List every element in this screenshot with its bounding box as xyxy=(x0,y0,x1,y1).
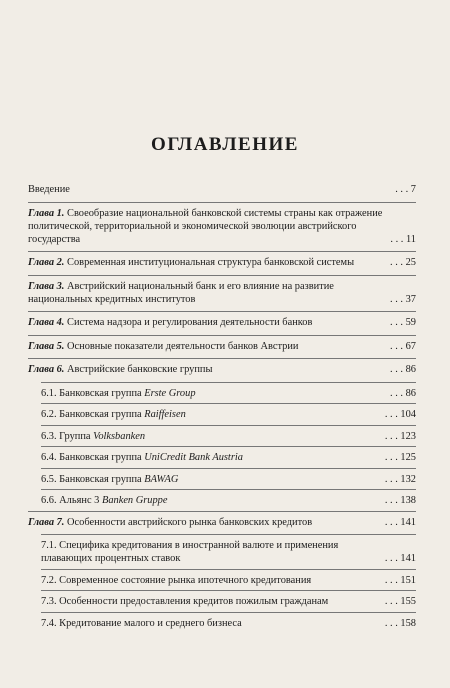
toc-entry-chapter-4 xyxy=(28,316,416,329)
bleed-through-text xyxy=(95,0,435,190)
entry-page: . . . 25 xyxy=(390,257,416,268)
table-of-contents xyxy=(28,183,416,633)
toc-entry-section-7-3 xyxy=(28,595,416,608)
entry-title: 7.1. Специфика кредитования в иностранной валюте и применения плавающих процентных ставок xyxy=(41,540,339,564)
chapter-number: Глава 2. xyxy=(28,257,65,268)
divider xyxy=(41,534,416,535)
entry-page: . . . 67 xyxy=(390,340,416,352)
chapter-number: Глава 3. xyxy=(28,280,65,292)
entry-page: . . . 104 xyxy=(384,409,416,420)
entry-page: . . . 59 xyxy=(390,317,416,328)
divider xyxy=(28,311,416,312)
toc-entry-chapter-5 xyxy=(28,340,416,353)
entry-title: 6.2. Банковская группа xyxy=(41,409,145,420)
entry-page: . . . 151 xyxy=(384,574,416,586)
toc-entry-section-7-2 xyxy=(28,574,416,587)
entry-title-italic: BAWAG xyxy=(144,473,179,485)
toc-entry-chapter-7 xyxy=(28,516,416,529)
toc-entry-section-6-1 xyxy=(28,387,416,400)
chapter-number: Глава 5. xyxy=(28,340,65,352)
entry-page: . . . 37 xyxy=(390,293,416,305)
entry-title: 6.6. Альянс 3 xyxy=(41,495,102,506)
entry-title: 6.1. Банковская группа xyxy=(41,387,145,399)
toc-entry-section-7-1 xyxy=(28,539,416,565)
entry-page: . . . 86 xyxy=(390,387,416,399)
entry-title: Своеобразие национальной банковской системы страны как отражение политической, территориальной и экономической эволюции австрийского государства xyxy=(28,207,383,245)
divider xyxy=(41,403,416,404)
entry-title: 6.3. Группа xyxy=(41,430,94,442)
chapter-number: Глава 1. xyxy=(28,207,65,219)
toc-entry-chapter-1 xyxy=(28,207,416,246)
entry-page: . . . 141 xyxy=(384,553,416,564)
entry-title: Австрийский национальный банк и его влияние на развитие национальных кредитных институтов xyxy=(28,280,334,305)
chapter-number: Глава 4. xyxy=(28,317,65,328)
entry-title-italic: Banken Gruppe xyxy=(101,495,168,506)
entry-page: . . . 7 xyxy=(395,184,416,195)
entry-page: . . . 123 xyxy=(384,430,416,442)
entry-title: 7.4. Кредитование малого и среднего бизнеса xyxy=(41,617,242,629)
divider xyxy=(28,511,416,512)
toc-entry-section-7-4 xyxy=(28,617,416,630)
entry-title-italic: Volksbanken xyxy=(93,430,146,442)
divider xyxy=(28,275,416,276)
entry-page: . . . 125 xyxy=(384,452,416,463)
entry-page: . . . 86 xyxy=(390,364,416,375)
entry-title: Система надзора и регулирования деятельности банков xyxy=(67,317,313,328)
toc-entry-section-6-4 xyxy=(28,451,416,464)
entry-title: 7.2. Современное состояние рынка ипотечного кредитования xyxy=(41,574,312,586)
entry-page: . . . 141 xyxy=(384,516,416,528)
entry-title: 7.3. Особенности предоставления кредитов пожилым гражданам xyxy=(41,596,329,607)
toc-entry-section-6-5 xyxy=(28,473,416,486)
divider xyxy=(28,251,416,252)
toc-entry-section-6-2 xyxy=(28,408,416,421)
divider xyxy=(41,590,416,591)
divider xyxy=(41,468,416,469)
entry-page: . . . 155 xyxy=(384,596,416,607)
entry-page: . . . 138 xyxy=(384,495,416,506)
toc-entry-section-6-3 xyxy=(28,430,416,443)
entry-title: Особенности австрийского рынка банковских кредитов xyxy=(67,516,313,528)
divider xyxy=(41,489,416,490)
toc-entry-intro xyxy=(28,183,416,196)
page-title: ОГЛАВЛЕНИЕ xyxy=(151,134,299,155)
divider xyxy=(41,425,416,426)
divider xyxy=(41,382,416,383)
entry-title: 6.5. Банковская группа xyxy=(41,473,145,485)
entry-page: . . . 11 xyxy=(390,233,416,245)
entry-title-italic: Raiffeisen xyxy=(144,409,186,420)
divider xyxy=(41,612,416,613)
entry-title-italic: Erste Group xyxy=(144,387,196,399)
entry-title: Введение xyxy=(28,184,70,195)
divider xyxy=(41,569,416,570)
chapter-number: Глава 6. xyxy=(28,364,65,375)
toc-entry-chapter-3 xyxy=(28,280,416,306)
divider xyxy=(28,335,416,336)
divider xyxy=(28,358,416,359)
toc-entry-chapter-6 xyxy=(28,363,416,376)
entry-title: Основные показатели деятельности банков Австрии xyxy=(67,340,299,352)
entry-page: . . . 132 xyxy=(384,473,416,485)
entry-title: 6.4. Банковская группа xyxy=(41,452,145,463)
entry-title: Австрийские банковские группы xyxy=(67,364,213,375)
toc-entry-chapter-2 xyxy=(28,256,416,269)
toc-entry-section-6-6 xyxy=(28,494,416,507)
chapter-number: Глава 7. xyxy=(28,516,65,528)
entry-page: . . . 158 xyxy=(384,617,416,629)
entry-title-italic: UniCredit Bank Austria xyxy=(144,452,243,463)
divider xyxy=(41,446,416,447)
entry-title: Современная институциональная структура банковской системы xyxy=(67,257,355,268)
divider xyxy=(28,202,416,203)
